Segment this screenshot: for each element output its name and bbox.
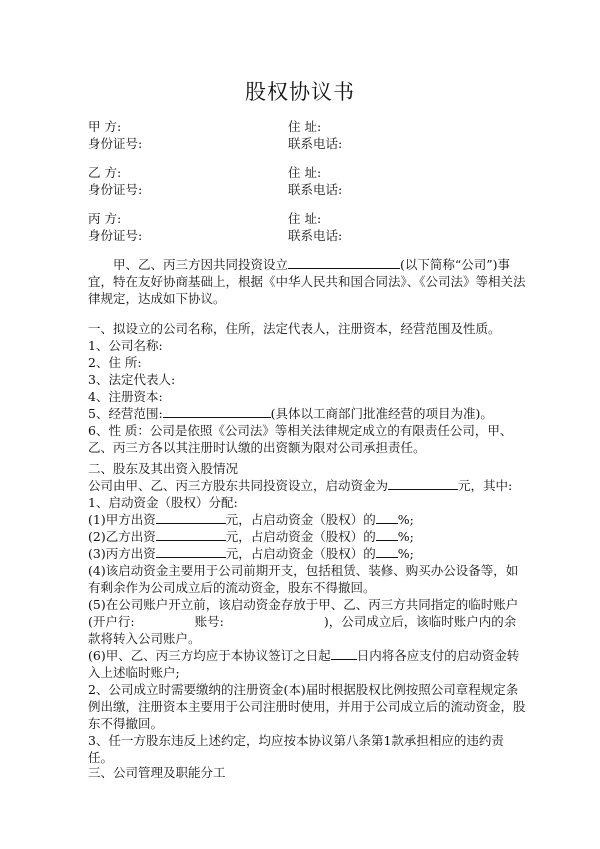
alloc-share: 元，占启动资金（股权）的 bbox=[225, 546, 376, 561]
alloc-share: 元，占启动资金（股权）的 bbox=[225, 512, 376, 527]
temp-account-text-2: 账号: bbox=[194, 614, 224, 629]
amount-blank bbox=[156, 511, 226, 524]
party-block-c bbox=[88, 210, 528, 244]
section-1-item: 2、住 所: bbox=[88, 355, 142, 370]
party-name-label: 丙 方: bbox=[88, 211, 122, 226]
alloc-party: (3)丙方出资 bbox=[88, 546, 156, 561]
section-1 bbox=[88, 320, 528, 456]
scope-label: 5、经营范围: bbox=[88, 406, 163, 421]
section-2-heading: 二、股东及其出资入股情况 bbox=[88, 461, 239, 476]
percent-blank bbox=[376, 545, 398, 558]
alloc-unit: %; bbox=[397, 546, 414, 561]
amount-blank bbox=[156, 545, 226, 558]
party-id-label: 身份证号: bbox=[88, 182, 143, 197]
alloc-share: 元，占启动资金（股权）的 bbox=[225, 529, 376, 544]
party-phone-label: 联系电话: bbox=[288, 182, 343, 197]
party-id-label: 身份证号: bbox=[88, 136, 143, 151]
payment-text-2: 日内将各应支付的启动资金转入上述临时账户; bbox=[88, 648, 520, 680]
scope-blank bbox=[163, 405, 271, 418]
section-1-item: 3、法定代表人: bbox=[88, 372, 176, 387]
party-address-label: 住 址: bbox=[288, 119, 322, 134]
intro-paragraph bbox=[88, 256, 528, 307]
temp-account-text-3: )，公司成立后，该临时账户内的余款将转入公司账户。 bbox=[88, 614, 517, 646]
section-1-item: 4、注册资本: bbox=[88, 389, 163, 404]
alloc-unit: %; bbox=[397, 512, 414, 527]
temp-account-text-1: (5)在公司账户开立前，该启动资金存放于甲、乙、丙三方共同指定的临时账户(开户行: bbox=[88, 597, 519, 629]
party-phone-label: 联系电话: bbox=[288, 136, 343, 151]
party-name-label: 甲 方: bbox=[88, 119, 122, 134]
registered-capital-clause: 2、公司成立时需要缴纳的注册资金(本)届时根据股权比例按照公司章程规定条例出缴，注册资本主要用于公司注册时使用，并用于公司成立后的流动资金，股东不得撤回。 bbox=[88, 682, 526, 731]
capital-text-2: 元，其中: bbox=[458, 478, 513, 493]
intro-text-1: 甲、乙、丙三方因共同投资设立 bbox=[113, 257, 289, 272]
amount-blank bbox=[156, 528, 226, 541]
party-block-b bbox=[88, 164, 528, 198]
startup-fund-usage: (4)该启动资金主要用于公司前期开支，包括租赁、装修、购买办公设备等，如有剩余作为公司成立后的流动资金，股东不得撤回。 bbox=[88, 563, 519, 595]
party-phone-label: 联系电话: bbox=[288, 228, 343, 243]
intro-text-2: (以下简称“公司”)事宜，特在友好协商基础上，根据《中华人民共和国合同法》、《公司法》等相关法律规定，达成如下协议。 bbox=[88, 257, 526, 306]
alloc-party: (2)乙方出资 bbox=[88, 529, 156, 544]
allocation-heading: 1、启动资金（股权）分配: bbox=[88, 495, 238, 510]
party-address-label: 住 址: bbox=[288, 165, 322, 180]
payment-text-1: (6)甲、乙、丙三方均应于本协议签订之日起 bbox=[88, 648, 331, 663]
company-name-blank bbox=[288, 256, 400, 269]
party-id-label: 身份证号: bbox=[88, 228, 143, 243]
party-block-a bbox=[88, 118, 528, 152]
bank-blank bbox=[135, 614, 195, 626]
alloc-party: (1)甲方出资 bbox=[88, 512, 156, 527]
account-blank bbox=[224, 614, 324, 626]
section-2 bbox=[88, 460, 528, 766]
section-3 bbox=[88, 764, 528, 781]
section-3-heading: 三、公司管理及职能分工 bbox=[88, 765, 226, 780]
section-1-item: 1、公司名称: bbox=[88, 338, 163, 353]
days-blank bbox=[331, 647, 357, 660]
percent-blank bbox=[376, 528, 398, 541]
document-title: 股权协议书 bbox=[245, 80, 355, 104]
company-nature: 6、性 质：公司是依照《公司法》等相关法律规定成立的有限责任公司，甲、乙、丙三方各以其注册时认缴的出资额为限对公司承担责任。 bbox=[88, 423, 513, 455]
alloc-unit: %; bbox=[397, 529, 414, 544]
party-name-label: 乙 方: bbox=[88, 165, 122, 180]
capital-text-1: 公司由甲、乙、丙三方股东共同投资设立，启动资金为 bbox=[88, 478, 389, 493]
scope-note: (具体以工商部门批准经营的项目为准)。 bbox=[270, 406, 493, 421]
percent-blank bbox=[376, 511, 398, 524]
breach-clause: 3、任一方股东违反上述约定，均应按本协议第八条第1款承担相应的违约责任。 bbox=[88, 733, 504, 765]
party-address-label: 住 址: bbox=[288, 211, 322, 226]
capital-blank bbox=[388, 477, 458, 490]
section-1-heading: 一、拟设立的公司名称，住所，法定代表人，注册资本，经营范围及性质。 bbox=[88, 321, 501, 336]
